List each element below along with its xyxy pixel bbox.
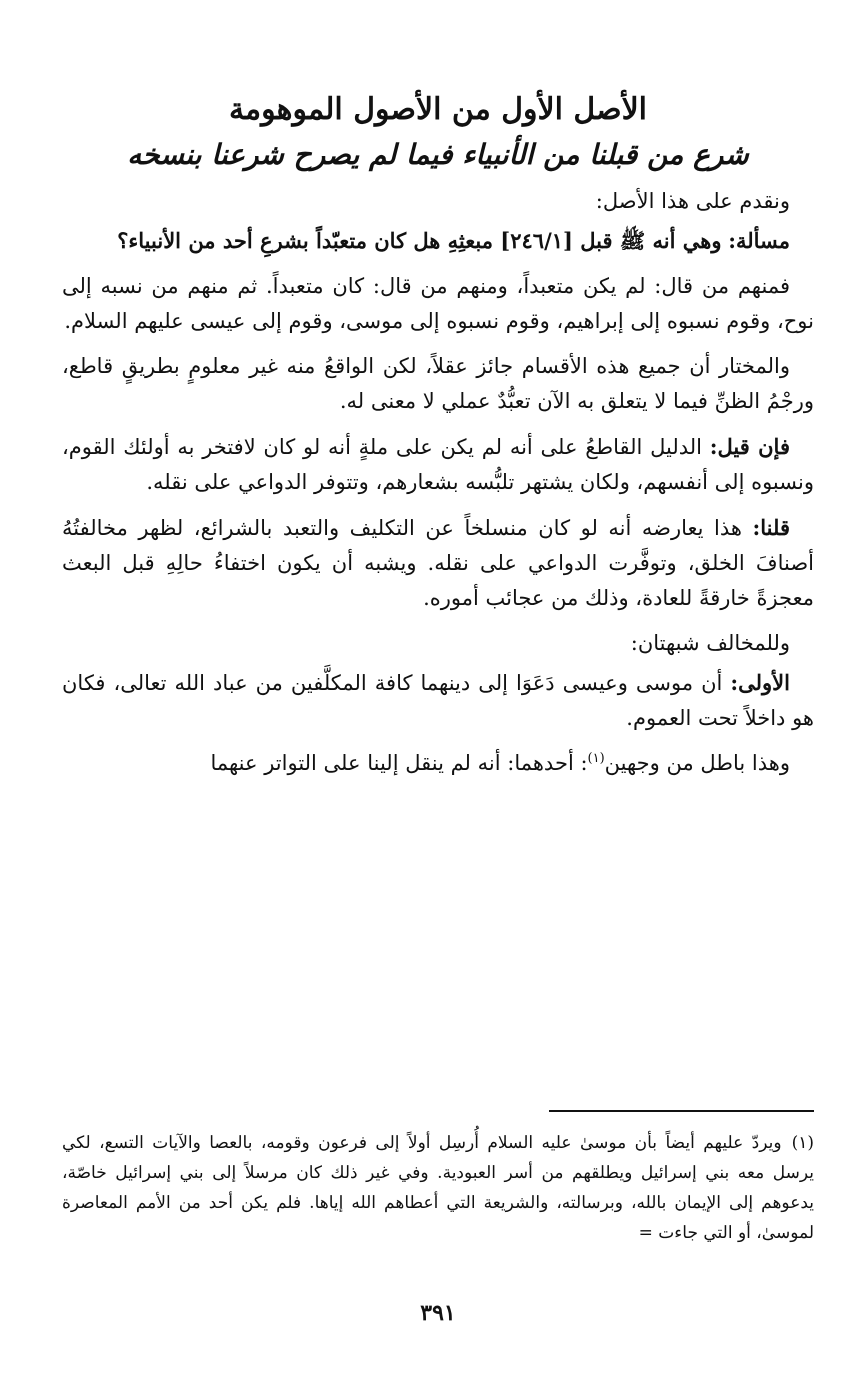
footnote-number: (١) — [791, 1133, 814, 1153]
opponent-paragraph — [62, 626, 814, 661]
footnote — [62, 1128, 814, 1248]
rebuttal-text: وهذا باطل من وجهين — [604, 751, 790, 775]
first-argument-paragraph — [62, 665, 814, 736]
objection-paragraph — [62, 429, 814, 500]
chosen-text: والمختار أن جميع هذه الأقسام جائز عقلاً، لكن الواقعُ منه غير معلومٍ بطريقٍ قاطع، ورجْمُ الظنِّ فيما لا يتعلق به الآن تعبُّدٌ عملي لا معنى له. — [62, 354, 814, 413]
reply-paragraph — [62, 510, 814, 616]
footnote-reference[interactable]: (١) — [587, 751, 605, 766]
opinions-paragraph — [62, 269, 814, 339]
issue-paragraph — [62, 223, 814, 259]
opinions-text: فمنهم من قال: لم يكن متعبداً، ومنهم من قال: كان متعبداً. ثم منهم من نسبه إلى نوح، وقوم نسبوه إلى إبراهيم، وقوم نسبوه إلى موسى، وقوم إلى عيسى عليهم السلام. — [62, 274, 814, 333]
opponent-text: وللمخالف شبهتان: — [630, 631, 790, 655]
rebuttal-rest: : أحدهما: أنه لم ينقل إلينا على التواتر عنهما — [210, 751, 588, 775]
chapter-subheading: شرع من قبلنا من الأنبياء فيما لم يصرح شرعنا بنسخه — [127, 138, 749, 171]
chosen-paragraph — [62, 349, 814, 419]
reply-text: هذا يعارضه أنه لو كان منسلخاً عن التكليف والتعبد بالشرائع، لظهر مخالفتُهُ أصنافَ الخلق، وتوفَّرت الدواعي على نقله. ويشبه أن يكون اختفاءُ حالِهِ قبل البعث معجزةً خارقةً للعادة، وذلك من عجائب أموره. — [62, 516, 814, 610]
objection-text: الدليل القاطعُ على أنه لم يكن على ملةٍ أنه لو كان لافتخر به أولئك القوم، ونسبوه إلى أنفسهم، ولكان يشتهر تلبُّسه بشعارهم، وتتوفر الدواعي على نقله. — [62, 435, 814, 494]
issue-text: وهي أنه ﷺ قبل [٢٤٦/١] مبعثِهِ هل كان متعبّداً بشرعِ أحد من الأنبياء؟ — [117, 228, 722, 253]
issue-label: مسألة: — [728, 228, 790, 253]
intro-text: ونقدم على هذا الأصل: — [595, 189, 790, 213]
book-page — [62, 88, 814, 1348]
footnote-divider — [549, 1110, 814, 1112]
intro-paragraph — [62, 184, 814, 219]
rebuttal-paragraph — [62, 746, 814, 781]
first-argument-text: أن موسى وعيسى دَعَوَا إلى دينهما كافة المكلَّفين من عباد الله تعالى، فكان هو داخلاً تحت العموم. — [62, 671, 814, 730]
footnote-text: ويردّ عليهم أيضاً بأن موسىٰ عليه السلام أُرسِل أولاً إلى فرعون وقومه، بالعصا والآيات التسع، لكي يرسل معه بني إسرائيل ويطلقهم من أسر العبودية. وفي غير ذلك كان مرسلاً إلى بني إسرائيل خاصّة، يدعوهم إلى الإيمان بالله، وبرسالته، والشريعة التي أعطاهم الله إياها. فلم يكن أحد من الأمم المعاصرة لموسىٰ، أو التي جاءت = — [62, 1133, 814, 1243]
objection-label: فإن قيل: — [709, 434, 790, 459]
chapter-heading: الأصل الأول من الأصول الموهومة — [228, 92, 648, 127]
page-number: ٣٩١ — [420, 1300, 456, 1326]
first-argument-label: الأولى: — [730, 670, 790, 695]
reply-label: قلنا: — [752, 515, 790, 540]
